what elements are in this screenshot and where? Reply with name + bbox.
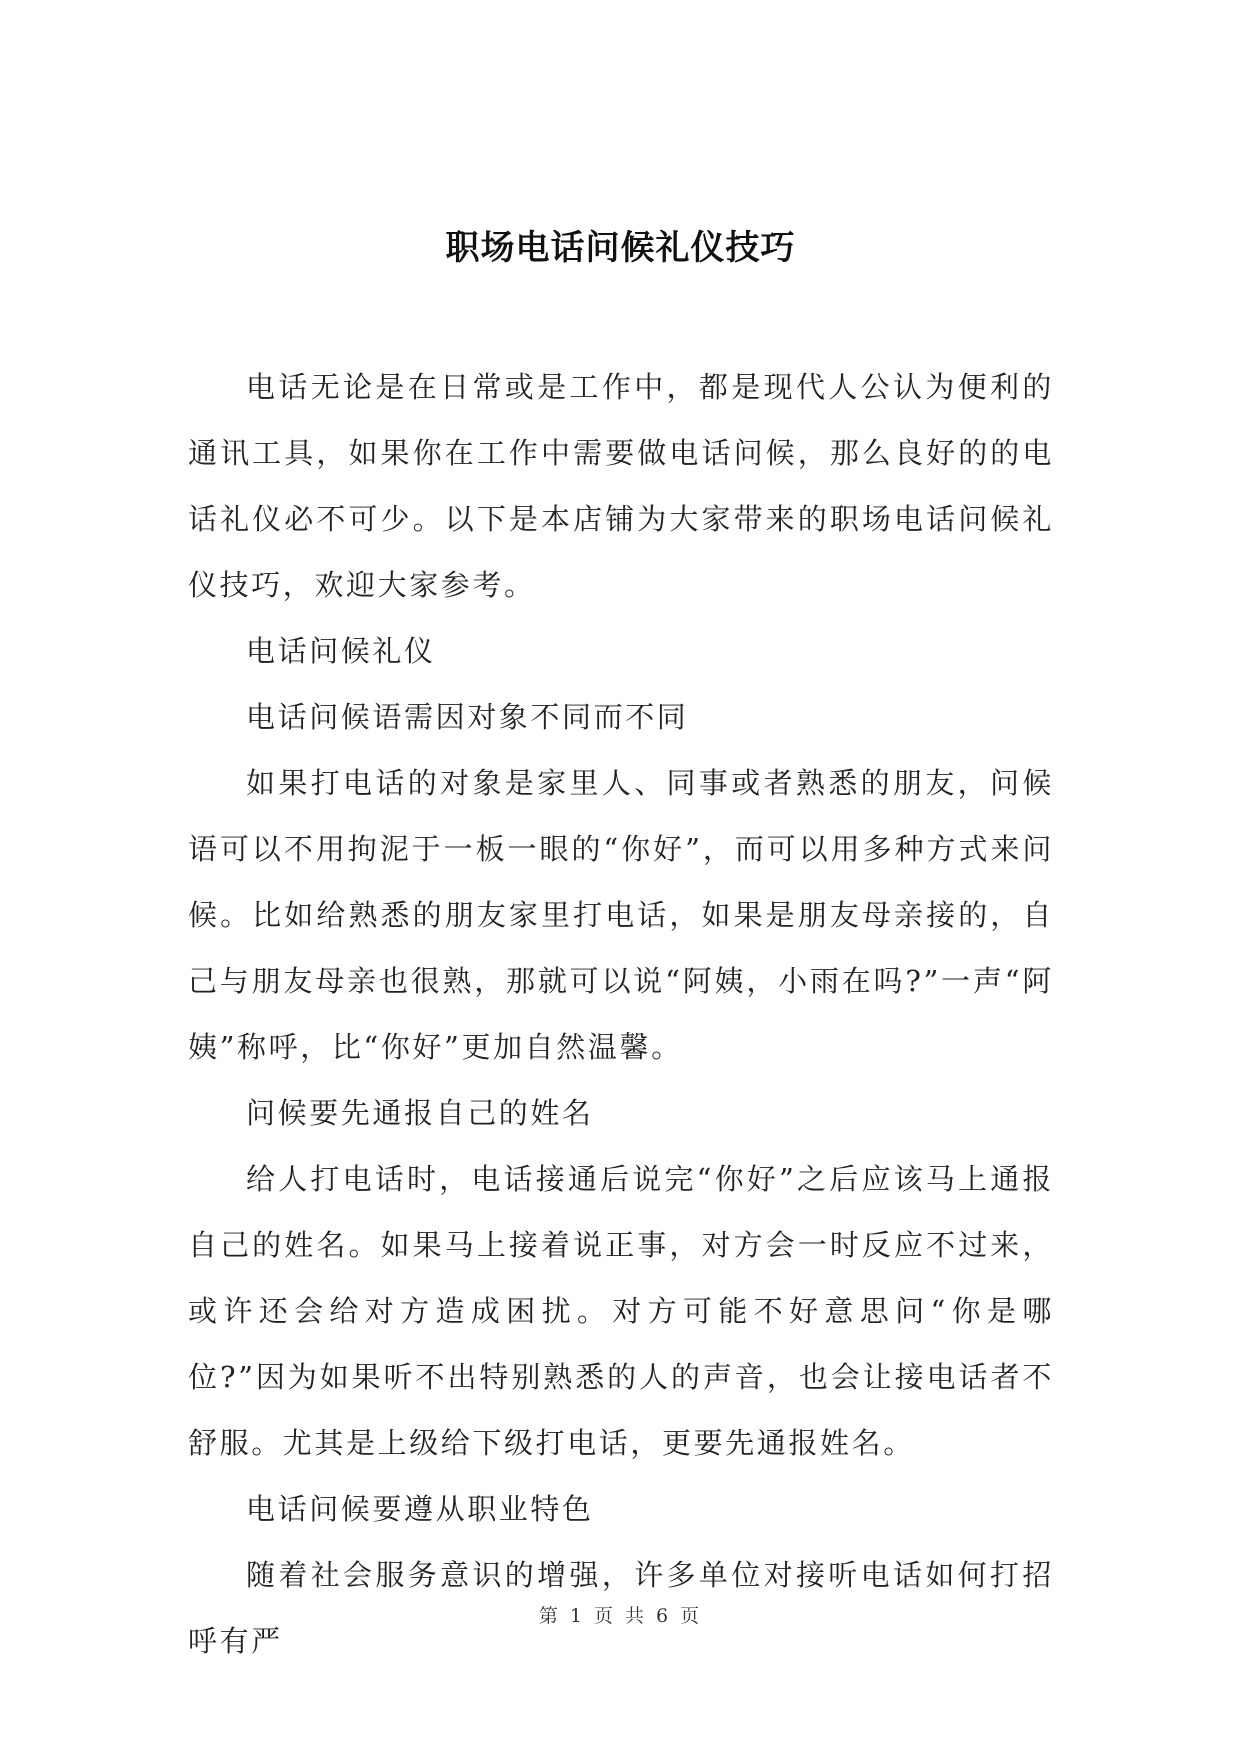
page-number-footer: 第 1 页 共 6 页	[538, 1605, 703, 1627]
body-paragraph: 如果打电话的对象是家里人、同事或者熟悉的朋友，问候语可以不用拘泥于一板一眼的“你好”，而可以用多种方式来问候。比如给熟悉的朋友家里打电话，如果是朋友母亲接的，自己与朋友母亲也很熟，那就可以说“阿姨，小雨在吗?”一声“阿姨”称呼，比“你好”更加自然温馨。	[188, 766, 1054, 1064]
body-paragraph: 给人打电话时，电话接通后说完“你好”之后应该马上通报自己的姓名。如果马上接着说正事，对方会一时反应不过来，或许还会给对方造成困扰。对方可能不好意思问“你是哪位?”因为如果听不出特别熟悉的人的声音，也会让接电话者不舒服。尤其是上级给下级打电话，更要先通报姓名。	[188, 1162, 1054, 1460]
document-title: 职场电话问候礼仪技巧	[445, 228, 796, 268]
body-paragraph: 随着社会服务意识的增强，许多单位对接听电话如何打招呼有严	[188, 1558, 1054, 1658]
subsection-heading: 电话问候语需因对象不同而不同	[246, 700, 689, 734]
section-heading: 电话问候礼仪	[246, 634, 436, 668]
subsection-heading: 问候要先通报自己的姓名	[246, 1096, 594, 1130]
document-body	[188, 354, 1054, 1674]
subsection-heading: 电话问候要遵从职业特色	[246, 1492, 594, 1526]
intro-paragraph: 电话无论是在日常或是工作中，都是现代人公认为便利的通讯工具，如果你在工作中需要做电话问候，那么良好的的电话礼仪必不可少。以下是本店铺为大家带来的职场电话问候礼仪技巧，欢迎大家参考。	[188, 370, 1054, 602]
